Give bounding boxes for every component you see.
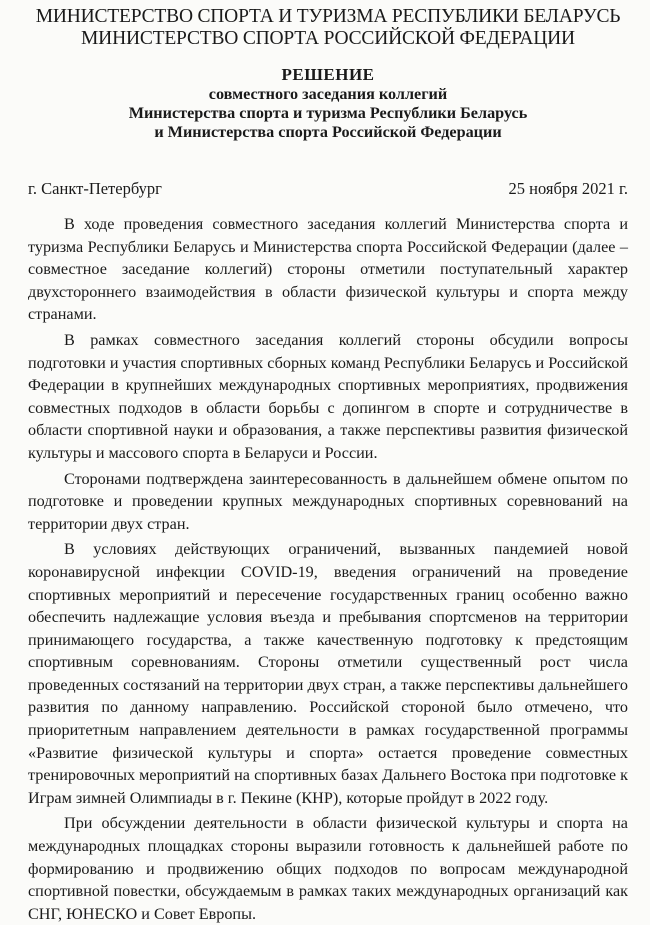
ministry-belarus-title: МИНИСТЕРСТВО СПОРТА И ТУРИЗМА РЕСПУБЛИКИ БЕЛАРУСЬ	[35, 6, 621, 27]
ministry-russia-title: МИНИСТЕРСТВО СПОРТА РОССИЙСКОЙ ФЕДЕРАЦИИ	[81, 28, 575, 49]
place-date-row	[28, 179, 628, 199]
document-date: 25 ноября 2021 г.	[508, 179, 628, 198]
paragraph: В ходе проведения совместного заседания коллегий Министерства спорта и туризма Республики Беларусь и Министерства спорта Российской Федерации (далее – совместное заседание коллегий) стороны отметили поступательный характер двухстороннего взаимодействия в области физической культуры и спорта между странами.	[28, 215, 628, 324]
paragraph: В условиях действующих ограничений, вызванных пандемией новой коронавирусной инфекции COVID-19, введения ограничений на проведение спортивных мероприятий и пересечение государственных границ особенно важно обеспечить надлежащие условия въезда и пребывания спортсменов на территории принимающего государства, а также качественную подготовку к предстоящим спортивным соревнованиям. Стороны отметили существенный рост числа проведенных состязаний на территории двух стран, а также перспективы дальнейшего развития по данному направлению. Российской стороной было отмечено, что приоритетным направлением деятельности в рамках государственной программы «Развитие физической культуры и спорта» остается проведение совместных тренировочных мероприятий на спортивных базах Дальнего Востока при подготовке к Играм зимней Олимпиады в г. Пекине (КНР), которые пройдут в 2022 году.	[28, 540, 628, 807]
paragraph: При обсуждении деятельности в области физической культуры и спорта на международных площадках стороны выразили готовность к дальнейшей работе по формированию и продвижению общих подходов по вопросам международной спортивной повестки, обсуждаемым в рамках таких международных организаций как СНГ, ЮНЕСКО и Совет Европы.	[28, 814, 628, 923]
decision-title: РЕШЕНИЕ	[281, 65, 375, 84]
decision-subtitle-line-1: совместного заседания коллегий	[208, 85, 448, 103]
document-body	[28, 213, 628, 925]
decision-subtitle-line-3: и Министерства спорта Российской Федерации	[154, 123, 502, 141]
paragraph: В рамках совместного заседания коллегий стороны обсудили вопросы подготовки и участия спортивных сборных команд Республики Беларусь и Российской Федерации в крупнейших международных спортивных мероприятиях, продвижения совместных подходов в области борьбы с допингом в спорте и сотрудничестве в области спортивной науки и образования, а также перспективы развития физической культуры и массового спорта в Беларуси и России.	[28, 330, 628, 462]
decision-subtitle-line-2: Министерства спорта и туризма Республики Беларусь	[128, 104, 528, 122]
document-place: г. Санкт-Петербург	[28, 179, 162, 198]
paragraph: Сторонами подтверждена заинтересованность в дальнейшем обмене опытом по подготовке и проведении крупных международных спортивных соревнований на территории двух стран.	[28, 469, 628, 533]
ministries-header	[28, 6, 628, 50]
decision-heading	[28, 65, 628, 142]
